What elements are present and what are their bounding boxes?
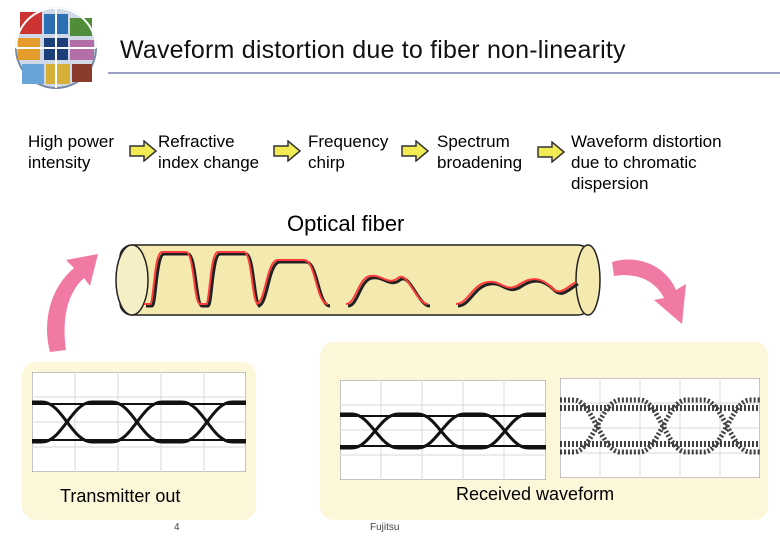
right-arrow-icon xyxy=(536,141,566,168)
high-power-eye-diagram xyxy=(560,378,760,483)
optical-fiber xyxy=(108,240,608,325)
slide-title: Waveform distortion due to fiber non-linearity xyxy=(120,36,626,64)
low-power-eye-diagram xyxy=(340,380,546,485)
optical-fiber-label: Optical fiber xyxy=(287,211,405,236)
page-number: 4 xyxy=(174,522,180,533)
curved-arrow-right xyxy=(610,254,700,339)
fiber-pulse-diagram xyxy=(108,240,608,320)
step-spectrum-broadening: Spectrum broadening xyxy=(437,132,523,172)
curved-arrow-icon xyxy=(610,254,700,334)
step-frequency-chirp: Frequency chirp xyxy=(308,132,389,172)
step-refractive-index: Refractive index change xyxy=(158,132,260,172)
globe-logo-icon xyxy=(6,4,106,94)
step-waveform-distortion: Waveform distortion due to chromatic dispersion xyxy=(571,132,722,193)
curved-arrow-icon xyxy=(36,244,106,354)
right-arrow-icon xyxy=(400,140,430,167)
right-arrow-icon xyxy=(272,140,302,167)
company-footer: Fujitsu xyxy=(370,522,400,533)
transmitter-out-label: Transmitter out xyxy=(60,486,181,506)
received-waveform-label: Received waveform xyxy=(456,484,615,504)
logo xyxy=(6,4,106,94)
transmitter-eye-diagram xyxy=(32,372,246,477)
step-high-power: High power intensity xyxy=(28,132,114,172)
right-arrow-icon xyxy=(128,140,158,167)
title-rule xyxy=(108,72,780,74)
curved-arrow-left xyxy=(36,244,106,359)
